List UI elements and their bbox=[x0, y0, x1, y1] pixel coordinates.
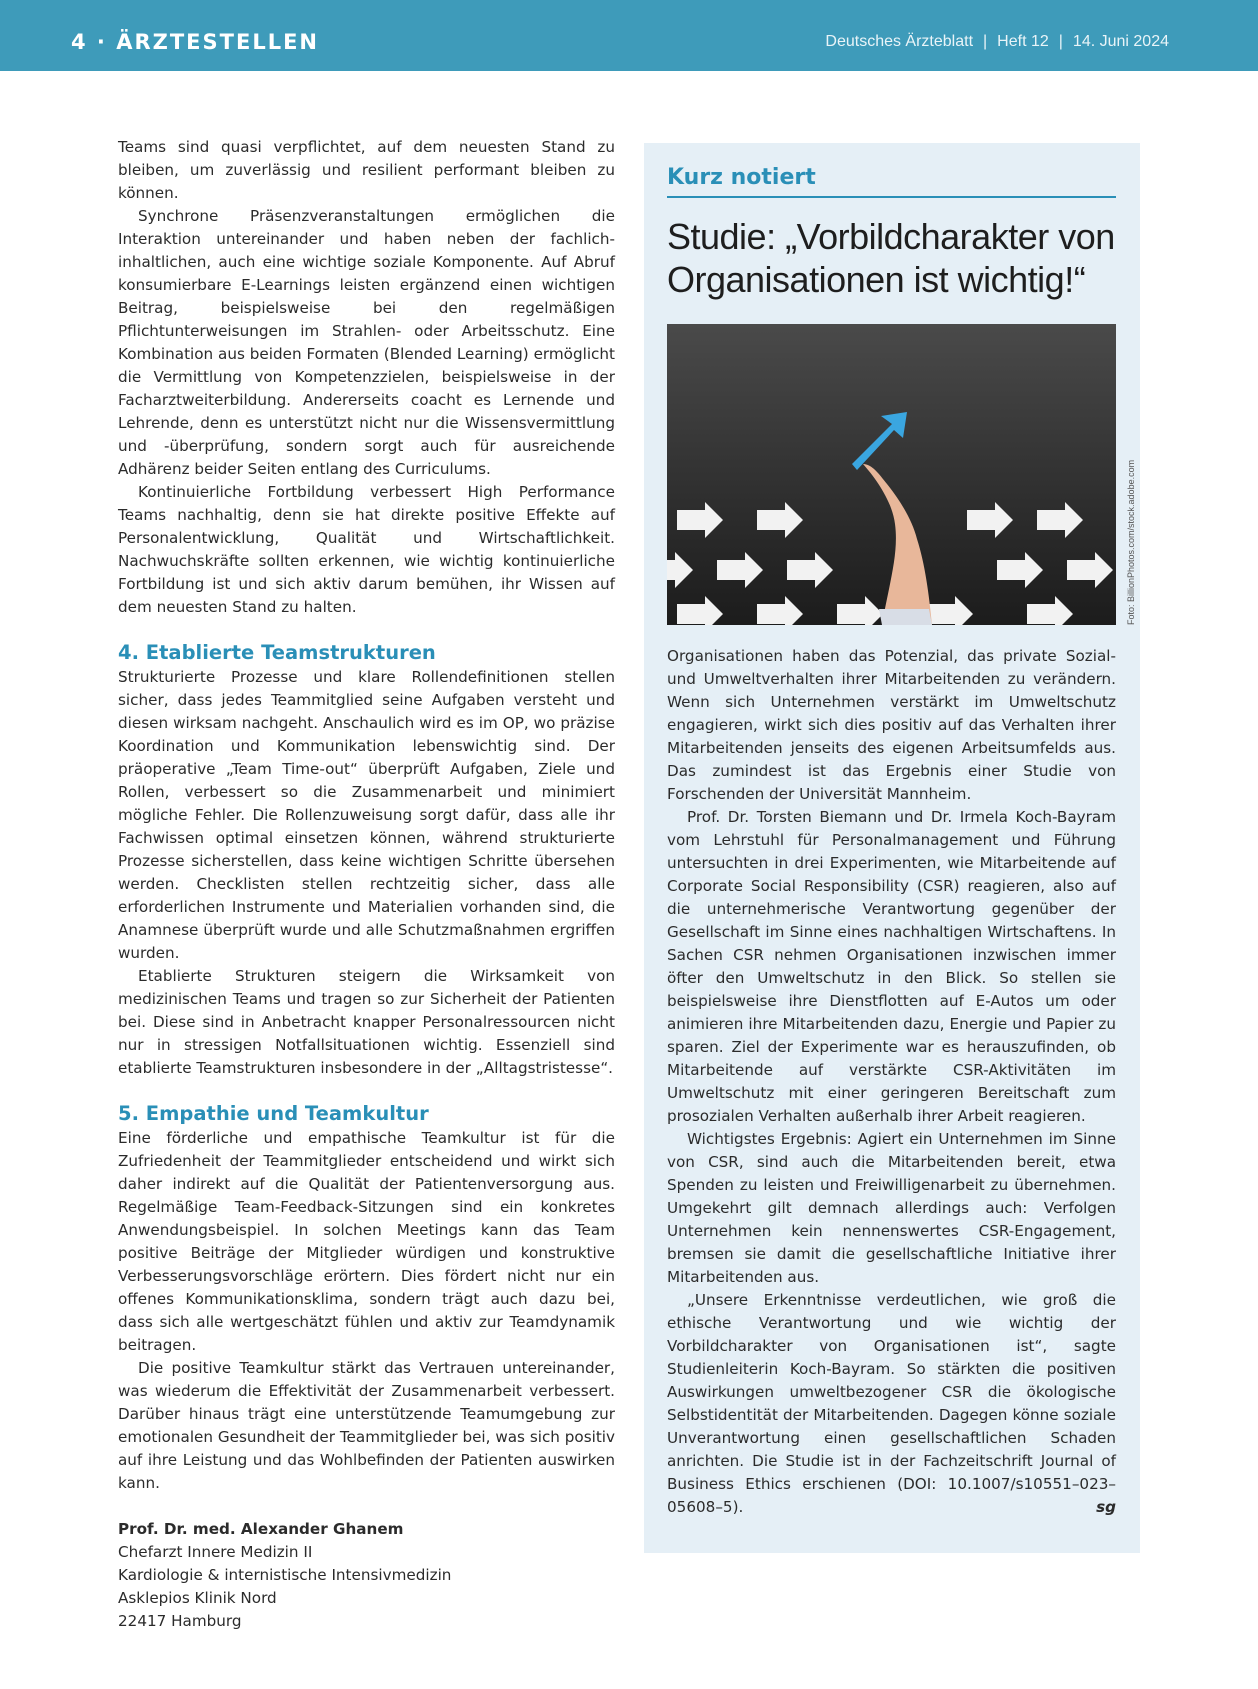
body-paragraph: Teams sind quasi verpflichtet, auf dem neuesten Stand zu bleiben, um zuverlässig und resilient performant bleiben zu können. bbox=[118, 138, 615, 202]
box-title: Studie: „Vorbildcharakter von Organisationen ist wichtig!“ bbox=[667, 216, 1115, 300]
body-paragraph: Strukturierte Prozesse und klare Rollendefinitionen stellen sicher, dass jedes Teammitglied seine Aufgaben versteht und diesen wirksam nachgeht. Anschaulich wird es im OP, wo präzise Koordination und Kommunikation lebenswichtig sind. Der präoperative „Team Time-out“ überprüft Aufgaben, Ziele und Rollen, verbessert so die Zusammenarbeit und minimiert mögliche Fehler. Die Rollenzuweisung sorgt dafür, dass alle ihr Fachwissen optimal einsetzen können, während strukturierte Prozesse sicherstellen, dass keine wichtigen Schritte übersehen werden. Checklisten stellen rechtzeitig sicher, dass alle erforderlichen Instrumente und Materialien vorhanden sind, die Anamnese überprüft wurde und alle Schutzmaßnahmen ergriffen wurden. bbox=[118, 668, 615, 962]
publication-info bbox=[825, 33, 1169, 51]
section-label: 4 · ÄRZTESTELLEN bbox=[71, 30, 320, 54]
arrow-hand-photo bbox=[667, 324, 1116, 625]
author-block bbox=[118, 1518, 615, 1633]
author-city: 22417 Hamburg bbox=[118, 1612, 242, 1630]
author-role: Chefarzt Innere Medizin II bbox=[118, 1543, 313, 1561]
box-paragraph: Prof. Dr. Torsten Biemann und Dr. Irmela Koch-Bayram vom Lehrstuhl für Personalmanagement und Führung untersuchten in drei Experimenten, wie Mitarbeitende auf Corporate Social Responsibility (CSR) reagieren, also auf die unternehmerische Verantwortung gegenüber der Gesellschaft im Sinne eines nachhaltigen Wirtschaftens. In Sachen CSR nehmen Organisationen inzwischen immer öfter den Umweltschutz in den Blick. So stellen sie beispielsweise ihre Dienstflotten auf E-Autos um oder animieren ihre Mitarbeitenden dazu, Energie und Papier zu sparen. Ziel der Experimente war es herauszufinden, ob Mitarbeitende auf verstärkte CSR-Aktivitäten im Umweltschutz mit einer geringeren Bereitschaft zum prosozialen Verhalten außerhalb ihrer Arbeit reagieren. bbox=[667, 808, 1116, 1125]
body-paragraph: Eine förderliche und empathische Teamkultur ist für die Zufriedenheit der Teammitglieder entscheidend und wirkt sich daher indirekt auf die Qualität der Patientenversorgung aus. Regelmäßige Team-Feedback-Sitzungen sind ein konkretes Anwendungsbeispiel. In solchen Meetings kann das Team positive Beiträge der Mitglieder würdigen und konstruktive Verbesserungsvorschläge erörtern. Dies fördert nicht nur ein offenes Kommunikationsklima, sondern trägt auch dazu bei, dass sich alle wertgeschätzt fühlen und aktiv zur Teamdynamik beitragen. bbox=[118, 1129, 615, 1354]
page-header bbox=[0, 0, 1258, 71]
box-paragraph: Wichtigstes Ergebnis: Agiert ein Unternehmen im Sinne von CSR, sind auch die Mitarbeitenden bereit, etwa Spenden zu leisten und Freiwilligenarbeit zu übernehmen. Umgekehrt gilt demnach allerdings auch: Verfolgen Unternehmen kein nennenswertes CSR-Engagement, bremsen sie damit die gesellschaftliche Initiative ihrer Mitarbeitenden aus. bbox=[667, 1130, 1116, 1286]
photo-credit: Foto: BillionPhotos.com/stock.adobe.com bbox=[1126, 459, 1136, 625]
info-box bbox=[644, 143, 1140, 1553]
body-paragraph: Etablierte Strukturen steigern die Wirksamkeit von medizinischen Teams und tragen so zur Sicherheit der Patienten bei. Diese sind in Anbetracht knapper Personalressourcen nicht nur in stressigen Notfallsituationen wichtig. Essenziell sind etablierte Teamstrukturen insbesondere in der „Alltagstristesse“. bbox=[118, 967, 615, 1077]
section-heading: 4. Etablierte Teamstrukturen bbox=[118, 641, 436, 664]
author-clinic: Asklepios Klinik Nord bbox=[118, 1589, 277, 1607]
box-kicker: Kurz notiert bbox=[667, 165, 1116, 198]
author-signature: sg bbox=[1096, 1498, 1116, 1516]
issue-number: Heft 12 bbox=[997, 33, 1049, 50]
author-department: Kardiologie & internistische Intensivmedizin bbox=[118, 1566, 452, 1584]
main-article-column bbox=[118, 136, 615, 1633]
box-paragraph-text: „Unsere Erkenntnisse verdeutlichen, wie groß die ethische Verantwortung und wie wichtig der Vorbildcharakter von Organisationen ist“, sagte Studienleiterin Koch-Bayram. So stärkten die positiven Auswirkungen umweltbezogener CSR die ökologische Selbstidentität der Mitarbeitenden. Dagegen könne soziale Unverantwortung einen gesellschaftlichen Schaden anrichten. Die Studie ist in der Fachzeitschrift Journal of Business Ethics erschienen (DOI: 10.1007/s10551–023–05608–5). bbox=[667, 1291, 1116, 1516]
author-name: Prof. Dr. med. Alexander Ghanem bbox=[118, 1520, 404, 1538]
box-paragraph: Organisationen haben das Potenzial, das private Sozial- und Umweltverhalten ihrer Mitarbeitenden zu verändern. Wenn sich Unternehmen verstärkt im Umweltschutz engagieren, wirkt sich dies positiv auf das Verhalten ihrer Mitarbeitenden jenseits des eigenen Arbeitsumfelds aus. Das zumindest ist das Ergebnis einer Studie von Forschenden der Universität Mannheim. bbox=[667, 647, 1116, 803]
box-body bbox=[667, 645, 1116, 1519]
body-paragraph: Kontinuierliche Fortbildung verbessert High Performance Teams nachhaltig, denn sie hat direkte positive Effekte auf Personalentwicklung, Qualität und Wirtschaftlichkeit. Nachwuchskräfte sollten erkennen, wie wichtig kontinuierliche Fortbildung ist und sich aktiv darum bemühen, ihr Wissen auf dem neuesten Stand zu halten. bbox=[118, 483, 615, 616]
publication-name: Deutsches Ärzteblatt bbox=[825, 33, 974, 50]
body-paragraph: Die positive Teamkultur stärkt das Vertrauen untereinander, was wiederum die Effektivität der Zusammenarbeit verbessert. Darüber hinaus trägt eine unterstützende Teamumgebung zur emotionalen Gesundheit der Teammitglieder bei, was sich positiv auf ihre Leistung und das Wohlbefinden der Patienten auswirken kann. bbox=[118, 1359, 615, 1492]
body-paragraph: Synchrone Präsenzveranstaltungen ermöglichen die Interaktion untereinander und haben neben der fachlich-inhaltlichen, auch eine wichtige soziale Komponente. Auf Abruf konsumierbare E-Learnings leisten ergänzend einen wichtigen Beitrag, beispielsweise bei den regelmäßigen Pflichtunterweisungen im Strahlen- oder Arbeitsschutz. Eine Kombination aus beiden Formaten (Blended Learning) ermöglicht die Vermittlung von Kompetenzzielen, beispielsweise in der Facharztweiterbildung. Andererseits coacht es Lernende und Lehrende, denn es unterstützt nicht nur die Wissensvermittlung und -überprüfung, sondern sorgt auch für ausreichende Adhärenz beider Seiten entlang des Curriculums. bbox=[118, 207, 615, 478]
separator: | bbox=[1058, 33, 1063, 50]
separator: | bbox=[983, 33, 988, 50]
section-heading: 5. Empathie und Teamkultur bbox=[118, 1102, 429, 1125]
issue-date: 14. Juni 2024 bbox=[1072, 33, 1169, 50]
box-paragraph bbox=[667, 1289, 1116, 1519]
